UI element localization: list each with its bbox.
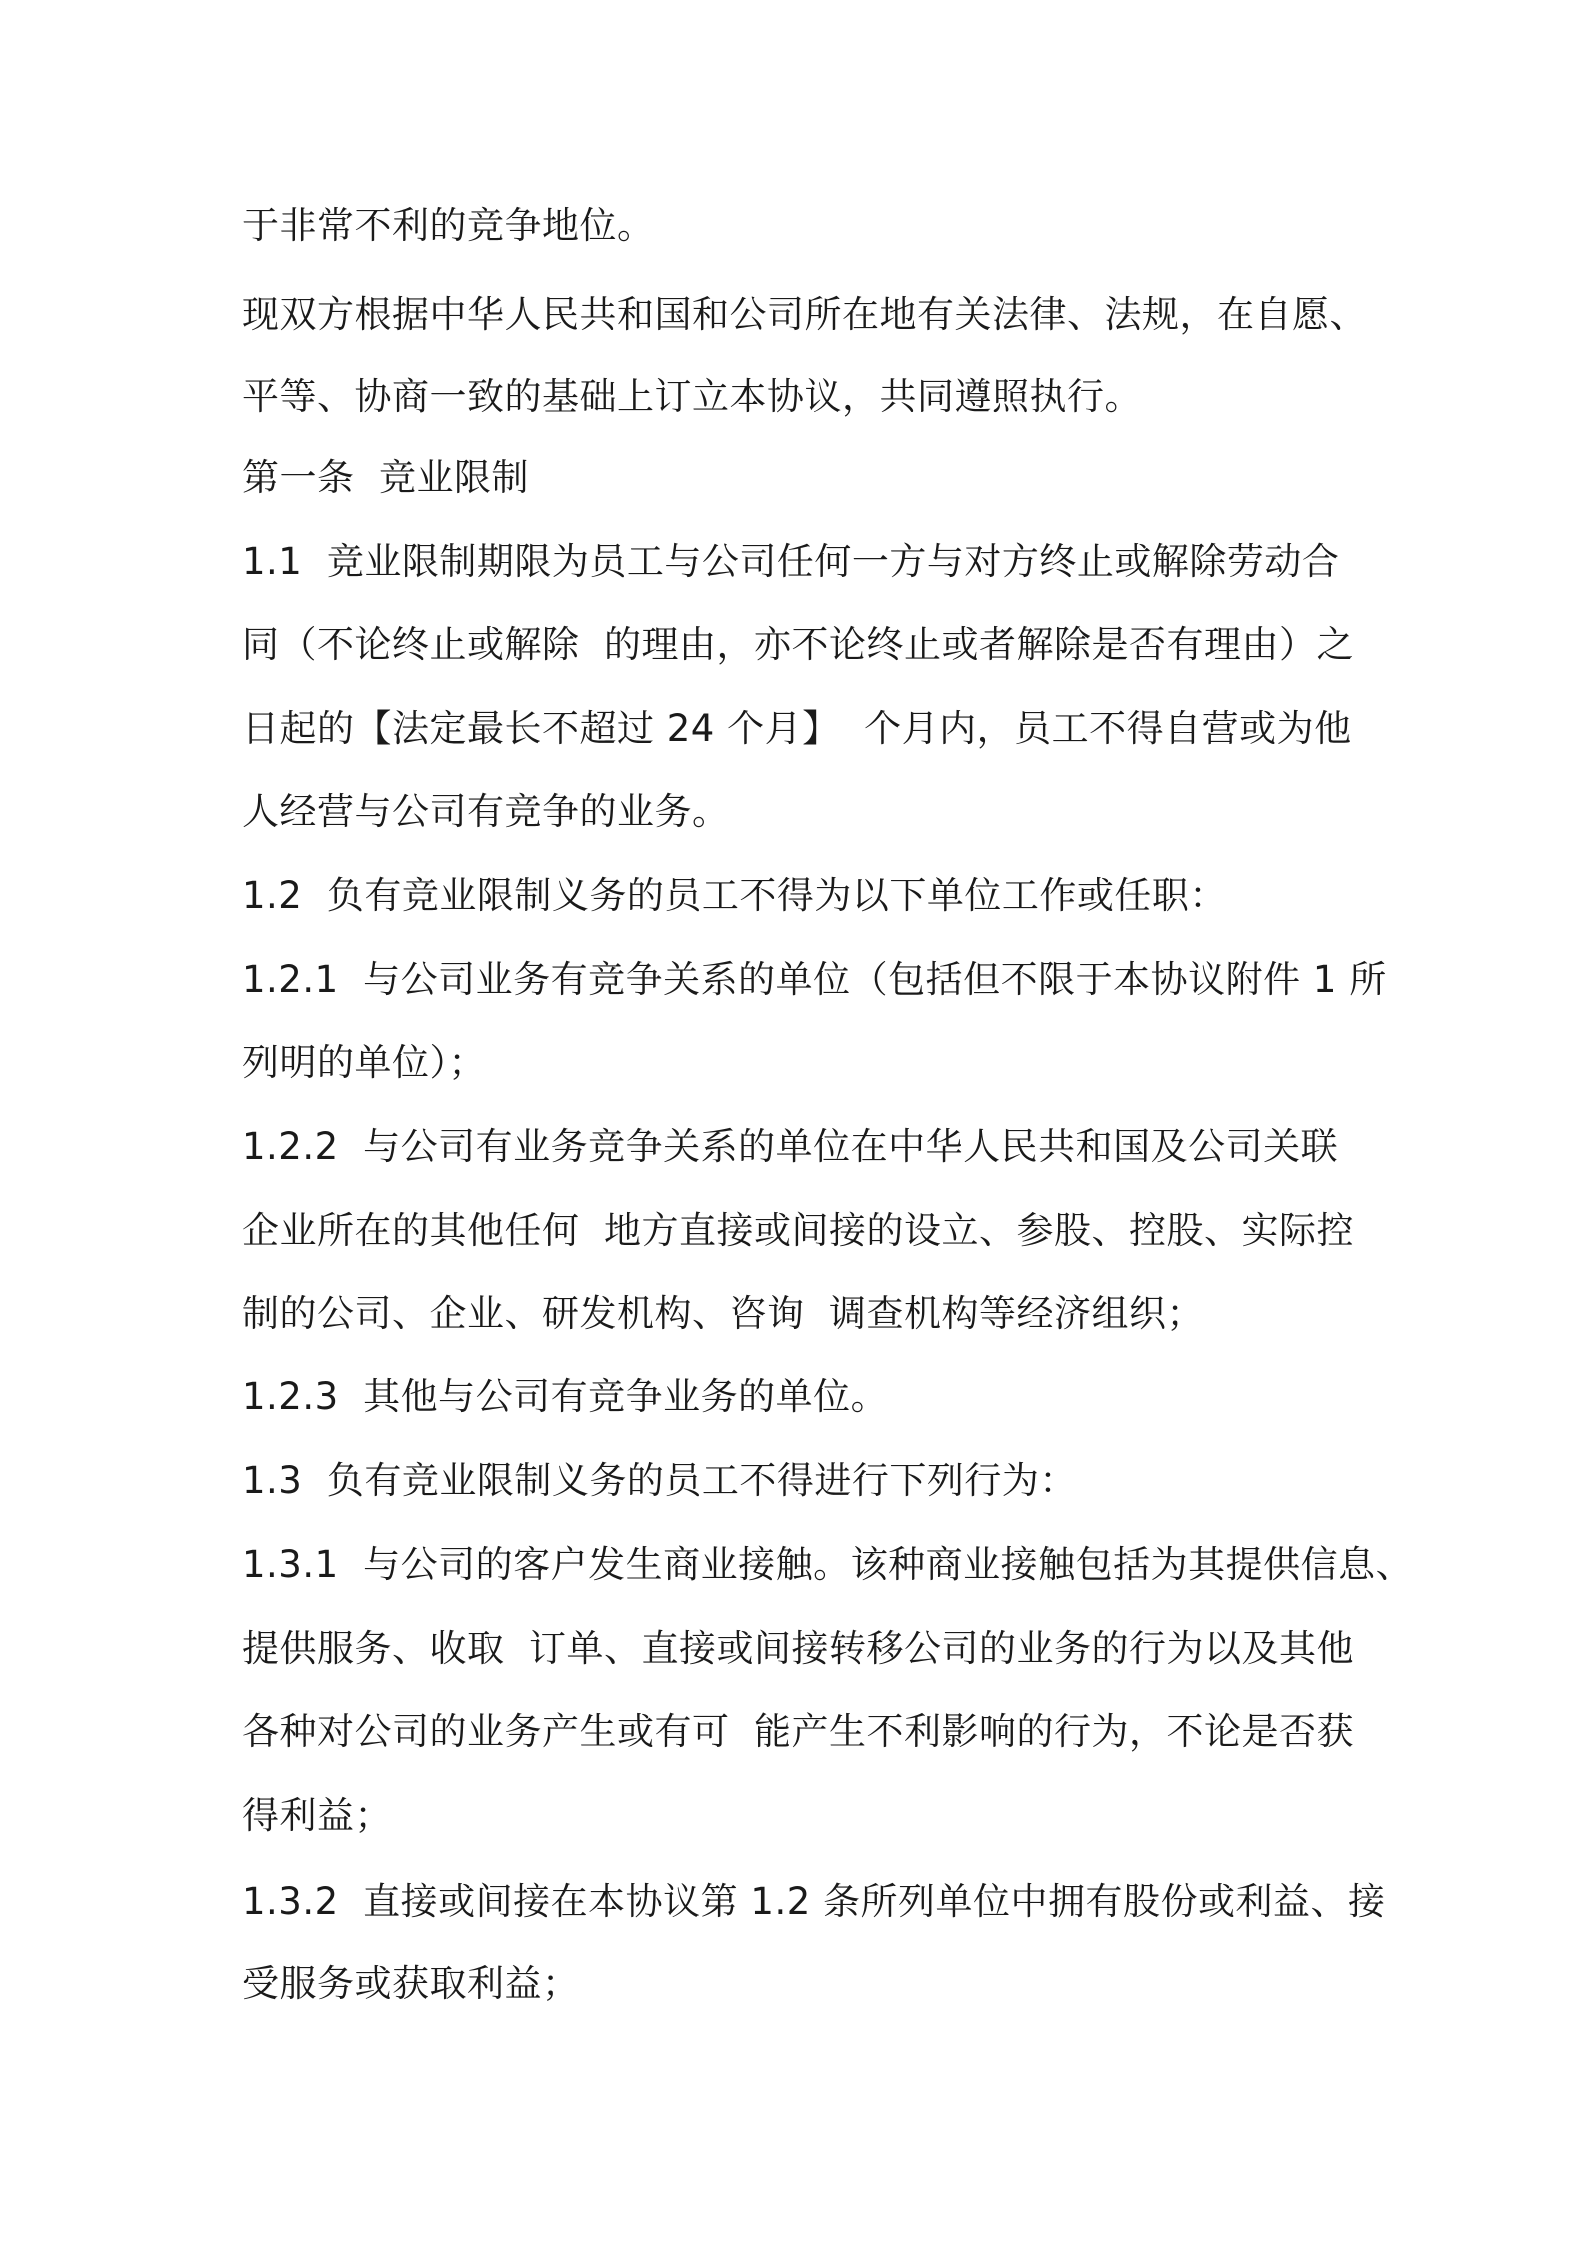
text-line: 1.3.1 与公司的客户发生商业接触。该种商业接触包括为其提供信息、 [242,1543,1414,1586]
text-line: 现双方根据中华人民共和国和公司所在地有关法律、法规，在自愿、 [242,293,1367,336]
text-line: 1.2.3 其他与公司有竞争业务的单位。 [242,1375,889,1418]
text-line: 于非常不利的竞争地位。 [242,204,655,247]
text-line: 1.2 负有竞业限制义务的员工不得为以下单位工作或任职： [242,874,1227,917]
text-line: 得利益； [242,1794,392,1837]
text-line: 各种对公司的业务产生或有可 能产生不利影响的行为，不论是否获 [242,1710,1355,1753]
section-heading: 第一条 竞业限制 [242,456,530,499]
text-line: 1.3 负有竞业限制义务的员工不得进行下列行为： [242,1459,1077,1502]
text-line: 受服务或获取利益； [242,1962,580,2005]
text-line: 企业所在的其他任何 地方直接或间接的设立、参股、控股、实际控 [242,1209,1355,1252]
text-line: 同（不论终止或解除 的理由，亦不论终止或者解除是否有理由）之 [242,623,1355,666]
text-line: 1.2.1 与公司业务有竞争关系的单位（包括但不限于本协议附件 1 所 [242,958,1387,1001]
text-line: 提供服务、收取 订单、直接或间接转移公司的业务的行为以及其他 [242,1627,1355,1670]
text-line: 列明的单位）； [242,1041,486,1084]
text-line: 1.2.2 与公司有业务竞争关系的单位在中华人民共和国及公司关联 [242,1125,1339,1168]
text-line: 1.3.2 直接或间接在本协议第 1.2 条所列单位中拥有股份或利益、接 [242,1880,1386,1923]
text-line: 1.1 竞业限制期限为员工与公司任何一方与对方终止或解除劳动合 [242,540,1340,583]
text-line: 制的公司、企业、研发机构、咨询 调查机构等经济组织； [242,1292,1205,1335]
text-line: 平等、协商一致的基础上订立本协议，共同遵照执行。 [242,375,1142,418]
text-line: 人经营与公司有竞争的业务。 [242,790,730,833]
text-line: 日起的【法定最长不超过 24 个月】 个月内，员工不得自营或为他 [242,707,1352,750]
